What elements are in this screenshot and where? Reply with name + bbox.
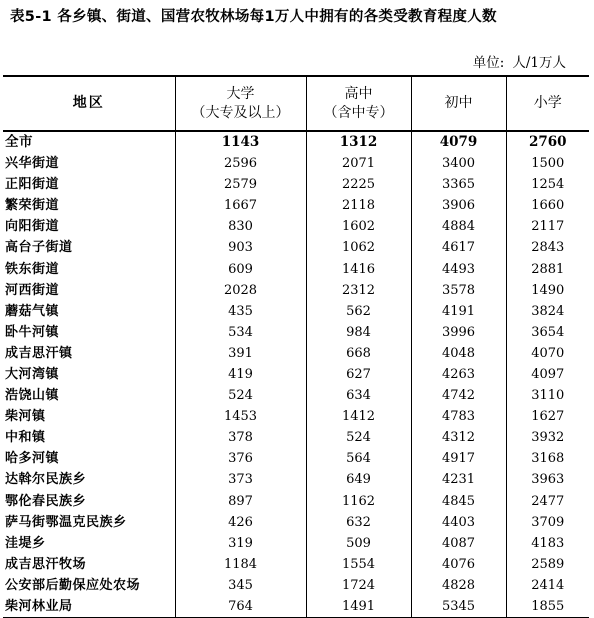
cell-senior: 1554 [306,554,411,575]
cell-college: 435 [175,301,306,322]
cell-primary: 3110 [506,385,589,406]
cell-college: 2028 [175,280,306,301]
table-row [3,575,589,596]
cell-college: 897 [175,491,306,512]
cell-junior: 4231 [411,469,506,490]
cell-primary: 2589 [506,554,589,575]
cell-senior: 1312 [306,131,411,153]
cell-junior: 4845 [411,491,506,512]
cell-senior: 524 [306,427,411,448]
cell-junior: 4884 [411,216,506,237]
cell-name: 达斡尔民族乡 [5,472,87,488]
table-row [3,216,589,237]
header-college [175,76,306,131]
cell-college: 373 [175,469,306,490]
table-row [3,174,589,195]
cell-senior: 984 [306,322,411,343]
cell-name: 高台子街道 [5,240,73,256]
table-row [3,258,589,279]
table-title: 表5-1 各乡镇、街道、国营农牧林场每1万人中拥有的各类受教育程度人数 [10,9,497,25]
cell-name: 向阳街道 [5,219,60,235]
cell-senior: 668 [306,343,411,364]
cell-primary: 1660 [506,195,589,216]
cell-college: 319 [175,533,306,554]
cell-senior: 649 [306,469,411,490]
cell-junior: 4076 [411,554,506,575]
cell-junior: 4783 [411,406,506,427]
cell-senior: 1412 [306,406,411,427]
cell-primary: 4070 [506,343,589,364]
cell-junior: 3365 [411,174,506,195]
cell-primary: 2477 [506,491,589,512]
cell-name: 浩饶山镇 [5,388,60,404]
cell-name: 鄂伦春民族乡 [5,493,87,509]
cell-primary: 1490 [506,280,589,301]
cell-senior: 1062 [306,237,411,258]
cell-primary: 1627 [506,406,589,427]
cell-college: 378 [175,427,306,448]
cell-junior: 4048 [411,343,506,364]
cell-college: 534 [175,322,306,343]
cell-primary: 3963 [506,469,589,490]
cell-name: 柴河镇 [5,409,46,425]
cell-name: 公安部后勤保应处农场 [5,577,141,593]
cell-college: 1453 [175,406,306,427]
cell-senior: 2225 [306,174,411,195]
cell-college: 764 [175,596,306,618]
table-row [3,364,589,385]
table-row [3,237,589,258]
cell-college: 524 [175,385,306,406]
header-junior: 初中 [411,76,506,131]
header-college-main: 大学 [226,85,255,102]
cell-junior: 4079 [411,131,506,153]
cell-college: 830 [175,216,306,237]
cell-senior: 564 [306,448,411,469]
cell-senior: 509 [306,533,411,554]
cell-college: 609 [175,258,306,279]
cell-college: 345 [175,575,306,596]
cell-junior: 4617 [411,237,506,258]
cell-primary: 3654 [506,322,589,343]
cell-senior: 1491 [306,596,411,618]
table-row [3,280,589,301]
cell-college: 2579 [175,174,306,195]
cell-senior: 562 [306,301,411,322]
cell-primary: 2117 [506,216,589,237]
cell-senior: 1416 [306,258,411,279]
cell-junior: 4312 [411,427,506,448]
cell-senior: 634 [306,385,411,406]
unit-value: 人/1万人 [512,55,566,71]
cell-name: 洼堤乡 [5,535,46,551]
header-region: 地区 [3,76,175,131]
cell-junior: 4742 [411,385,506,406]
cell-name: 兴华街道 [5,156,60,172]
cell-primary: 3168 [506,448,589,469]
table-row [3,512,589,533]
cell-junior: 3400 [411,153,506,174]
cell-junior: 5345 [411,596,506,618]
cell-primary: 3824 [506,301,589,322]
header-college-sub: （大专及以上） [191,104,290,121]
cell-name: 大河湾镇 [5,366,60,382]
cell-name: 卧牛河镇 [5,324,60,340]
cell-junior: 3996 [411,322,506,343]
cell-primary: 2414 [506,575,589,596]
cell-senior: 2071 [306,153,411,174]
table-row [3,469,589,490]
cell-primary: 1855 [506,596,589,618]
cell-name: 蘑菇气镇 [5,303,60,319]
cell-college: 426 [175,512,306,533]
cell-primary: 1254 [506,174,589,195]
cell-college: 391 [175,343,306,364]
cell-name: 全市 [5,134,33,150]
table-row [3,427,589,448]
header-senior [306,76,411,131]
cell-primary: 2760 [506,131,589,153]
cell-senior: 627 [306,364,411,385]
cell-name: 正阳街道 [5,177,60,193]
cell-college: 376 [175,448,306,469]
cell-junior: 4263 [411,364,506,385]
cell-college: 1143 [175,131,306,153]
cell-name: 成吉思汗镇 [5,345,73,361]
cell-name: 成吉思汗牧场 [5,556,87,572]
table-row [3,406,589,427]
table-row [3,533,589,554]
cell-college: 903 [175,237,306,258]
header-row [3,76,589,131]
table-row [3,301,589,322]
table-row [3,554,589,575]
cell-college: 419 [175,364,306,385]
cell-college: 1667 [175,195,306,216]
cell-name: 中和镇 [5,430,46,446]
cell-name: 繁荣街道 [5,198,60,214]
table-row [3,596,589,618]
header-primary: 小学 [506,76,589,131]
cell-primary: 1500 [506,153,589,174]
cell-name: 柴河林业局 [3,596,175,618]
table-row [3,153,589,174]
cell-junior: 4087 [411,533,506,554]
header-senior-main: 高中 [344,85,373,102]
header-senior-sub: （含中专） [323,104,394,121]
cell-junior: 4403 [411,512,506,533]
cell-name: 萨马街鄂温克民族乡 [5,514,127,530]
table-row [3,131,589,153]
cell-primary: 4097 [506,364,589,385]
cell-primary: 2881 [506,258,589,279]
unit-label: 单位: [472,55,505,71]
cell-senior: 2118 [306,195,411,216]
cell-senior: 1724 [306,575,411,596]
cell-name: 哈多河镇 [5,451,60,467]
cell-junior: 4493 [411,258,506,279]
cell-senior: 632 [306,512,411,533]
cell-senior: 2312 [306,280,411,301]
cell-college: 1184 [175,554,306,575]
cell-name: 铁东街道 [5,261,60,277]
table-body [3,131,589,617]
table-row [3,343,589,364]
cell-primary: 3709 [506,512,589,533]
table-row [3,322,589,343]
cell-junior: 4191 [411,301,506,322]
table-row [3,491,589,512]
cell-primary: 2843 [506,237,589,258]
cell-junior: 3906 [411,195,506,216]
cell-name: 河西街道 [5,282,60,298]
table-row [3,448,589,469]
cell-senior: 1162 [306,491,411,512]
education-table [3,75,589,618]
cell-primary: 3932 [506,427,589,448]
table-row [3,195,589,216]
unit-note [473,51,566,71]
cell-junior: 4917 [411,448,506,469]
cell-junior: 4828 [411,575,506,596]
cell-senior: 1602 [306,216,411,237]
cell-primary: 4183 [506,533,589,554]
table-row [3,385,589,406]
cell-junior: 3578 [411,280,506,301]
cell-college: 2596 [175,153,306,174]
